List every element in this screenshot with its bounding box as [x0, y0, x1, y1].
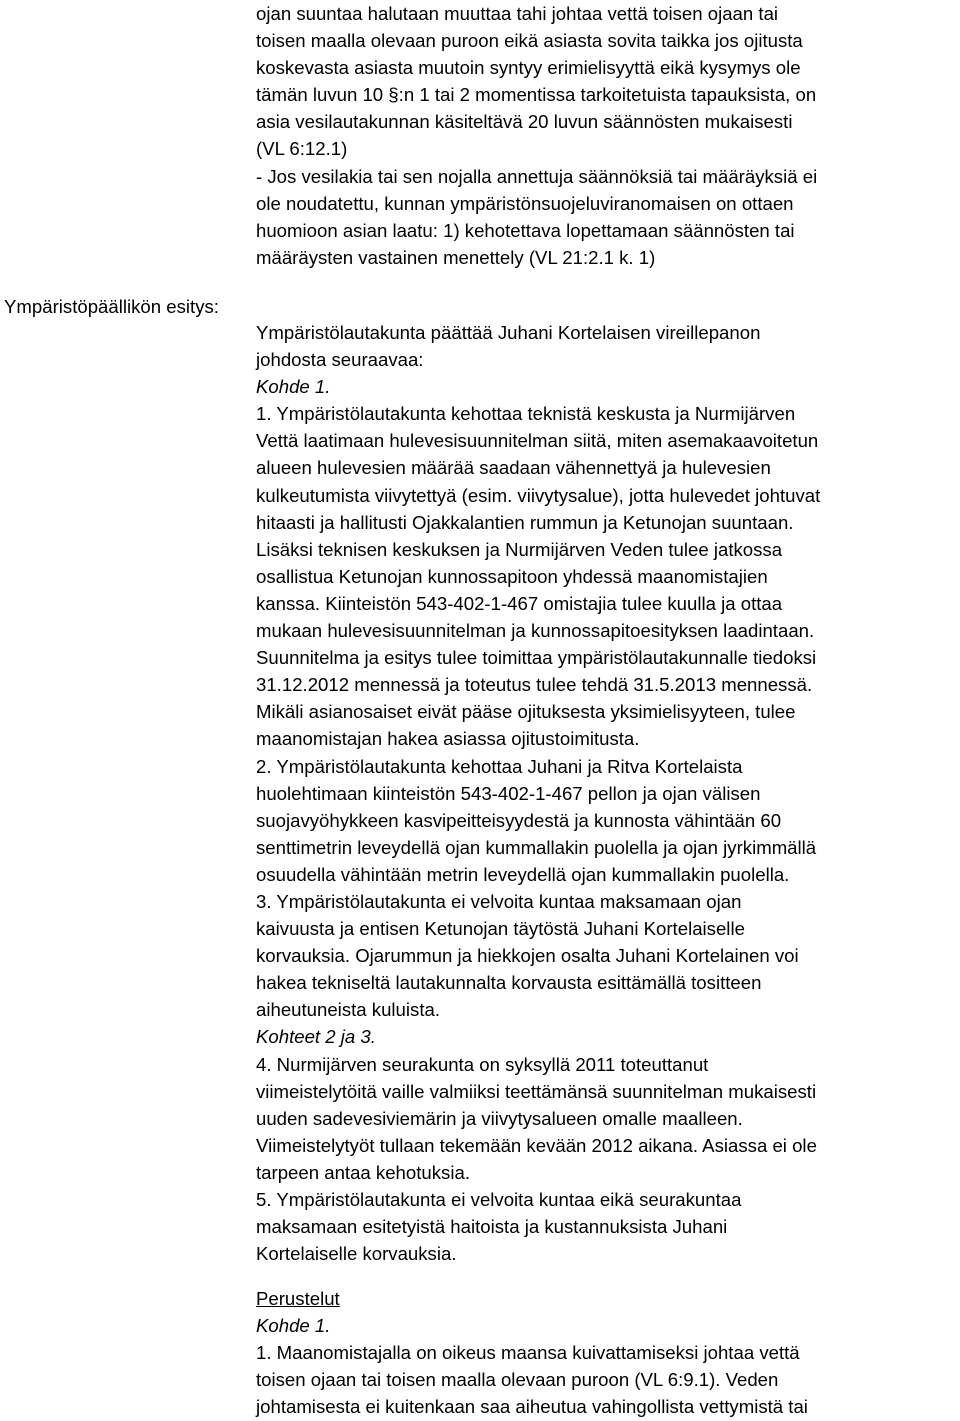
proposal-item-5: [256, 1186, 960, 1267]
text-line: johdosta seuraavaa:: [256, 349, 424, 371]
text-line: kulkeutumista viivytettyä (esim. viivytysalue), jotta hulevedet johtuvat: [256, 484, 821, 506]
text-line: hakea tekniseltä lautakunnalta korvausta esittämällä tositteen: [256, 972, 762, 994]
text-line: 3. Ympäristölautakunta ei velvoita kuntaa maksamaan ojan: [256, 890, 742, 912]
text-line: 1. Maanomistajalla on oikeus maansa kuivattamiseksi johtaa vettä: [256, 1342, 800, 1364]
text-line: määräysten vastainen menettely (VL 21:2.1 k. 1): [256, 246, 656, 268]
text-line: kaivuusta ja entisen Ketunojan täytöstä Juhani Kortelaiselle: [256, 918, 745, 940]
text-line: 5. Ympäristölautakunta ei velvoita kuntaa eikä seurakuntaa: [256, 1189, 742, 1210]
text-line: kanssa. Kiinteistön 543-402-1-467 omistajia tulee kuulla ja ottaa: [256, 592, 783, 614]
proposal-item-4: [256, 1051, 960, 1186]
intro-paragraph: [256, 0, 960, 271]
perustelut-section: [256, 1285, 960, 1420]
text-line: johtamisesta ei kuitenkaan saa aiheutua vahingollista vettymistä tai: [256, 1396, 808, 1418]
text-line: maanomistajan hakea asiassa ojitustoimitusta.: [256, 728, 640, 750]
text-line: 31.12.2012 mennessä ja toteutus tulee tehdä 31.5.2013 mennessä.: [256, 674, 813, 696]
text-line: Vettä laatimaan hulevesisuunnitelman siitä, miten asemakaavoitetun: [256, 430, 819, 452]
text-line: uuden sadevesiviemärin ja viivytysalueen omalle maalleen.: [256, 1107, 743, 1129]
text-line: huomioon asian laatu: 1) kehotettava lopettamaan säännösten tai: [256, 219, 795, 241]
text-line: hitaasti ja hallitusti Ojakkalantien rummun ja Ketunojan suuntaan.: [256, 511, 794, 533]
proposal-label: Ympäristöpäällikön esitys:: [4, 296, 219, 317]
text-line: osuudella vähintään metrin leveydellä ojan kummallakin puolella.: [256, 863, 790, 885]
text-line: Suunnitelma ja esitys tulee toimittaa ympäristölautakunnalle tiedoksi: [256, 647, 817, 669]
section-heading-kohteet-2-3: Kohteet 2 ja 3.: [256, 1026, 376, 1048]
text-line: asia vesilautakunnan käsiteltävä 20 luvun säännösten mukaisesti: [256, 111, 793, 133]
text-line: maksamaan esitetyistä haitoista ja kustannuksista Juhani: [256, 1216, 728, 1238]
text-line: tarpeen antaa kehotuksia.: [256, 1161, 470, 1183]
proposal-body: [256, 319, 960, 1267]
text-line: ojan suuntaa halutaan muuttaa tahi johtaa vettä toisen ojaan tai: [256, 3, 779, 24]
text-line: aiheutuneista kuluista.: [256, 999, 440, 1021]
text-line: mukaan hulevesisuunnitelman ja kunnossapitoesityksen laadintaan.: [256, 620, 815, 642]
proposal-item-3: [256, 888, 960, 1023]
text-line: koskevasta asiasta muutoin syntyy erimielisyyttä eikä kysymys ole: [256, 57, 801, 79]
text-line: 4. Nurmijärven seurakunta on syksyllä 2011 toteuttanut: [256, 1053, 709, 1075]
text-line: Lisäksi teknisen keskuksen ja Nurmijärven Veden tulee jatkossa: [256, 538, 783, 560]
text-line: (VL 6:12.1): [256, 138, 348, 160]
text-line: senttimetrin leveydellä ojan kummallakin puolella ja ojan jyrkimmällä: [256, 836, 817, 858]
text-line: toisen ojaan tai toisen maalla olevaan puroon (VL 6:9.1). Veden: [256, 1369, 779, 1391]
text-line: suojavyöhykkeen kasvipeitteisyydestä ja kunnosta vähintään 60: [256, 809, 782, 831]
text-line: 1. Ympäristölautakunta kehottaa teknistä keskusta ja Nurmijärven: [256, 403, 796, 425]
text-line: alueen hulevesien määrää saadaan vähennettyä ja hulevesien: [256, 457, 771, 479]
text-line: 2. Ympäristölautakunta kehottaa Juhani ja Ritva Kortelaista: [256, 755, 743, 777]
text-line: korvauksia. Ojarummun ja hiekkojen osalta Juhani Kortelainen voi: [256, 945, 799, 967]
text-line: tämän luvun 10 §:n 1 tai 2 momentissa tarkoitetuista tapauksista, on: [256, 84, 817, 106]
text-line: Viimeistelytyöt tullaan tekemään kevään 2012 aikana. Asiassa ei ole: [256, 1134, 817, 1156]
section-heading-kohde-1: Kohde 1.: [256, 376, 331, 398]
text-line: ole noudatettu, kunnan ympäristönsuojeluviranomaisen on ottaen: [256, 192, 794, 214]
proposal-item-2: [256, 753, 960, 888]
text-line: - Jos vesilakia tai sen nojalla annettuja säännöksiä tai määräyksiä ei: [256, 165, 818, 187]
text-line: Ympäristölautakunta päättää Juhani Kortelaisen vireillepanon: [256, 322, 761, 343]
perustelut-heading: Perustelut: [256, 1288, 340, 1309]
text-line: Mikäli asianosaiset eivät pääse ojituksesta yksimielisyyteen, tulee: [256, 701, 796, 723]
text-line: viimeistelytöitä vaille valmiiksi teettämänsä suunnitelman mukaisesti: [256, 1080, 817, 1102]
text-line: toisen maalla olevaan puroon eikä asiasta sovita taikka jos ojitusta: [256, 30, 803, 52]
text-line: Kortelaiselle korvauksia.: [256, 1243, 457, 1265]
text-line: huolehtimaan kiinteistön 543-402-1-467 pellon ja ojan välisen: [256, 782, 761, 804]
text-line: osallistua Ketunojan kunnossapitoon yhdessä maanomistajien: [256, 565, 768, 587]
proposal-item-1: [256, 400, 960, 752]
perustelut-kohde-heading: Kohde 1.: [256, 1315, 331, 1337]
